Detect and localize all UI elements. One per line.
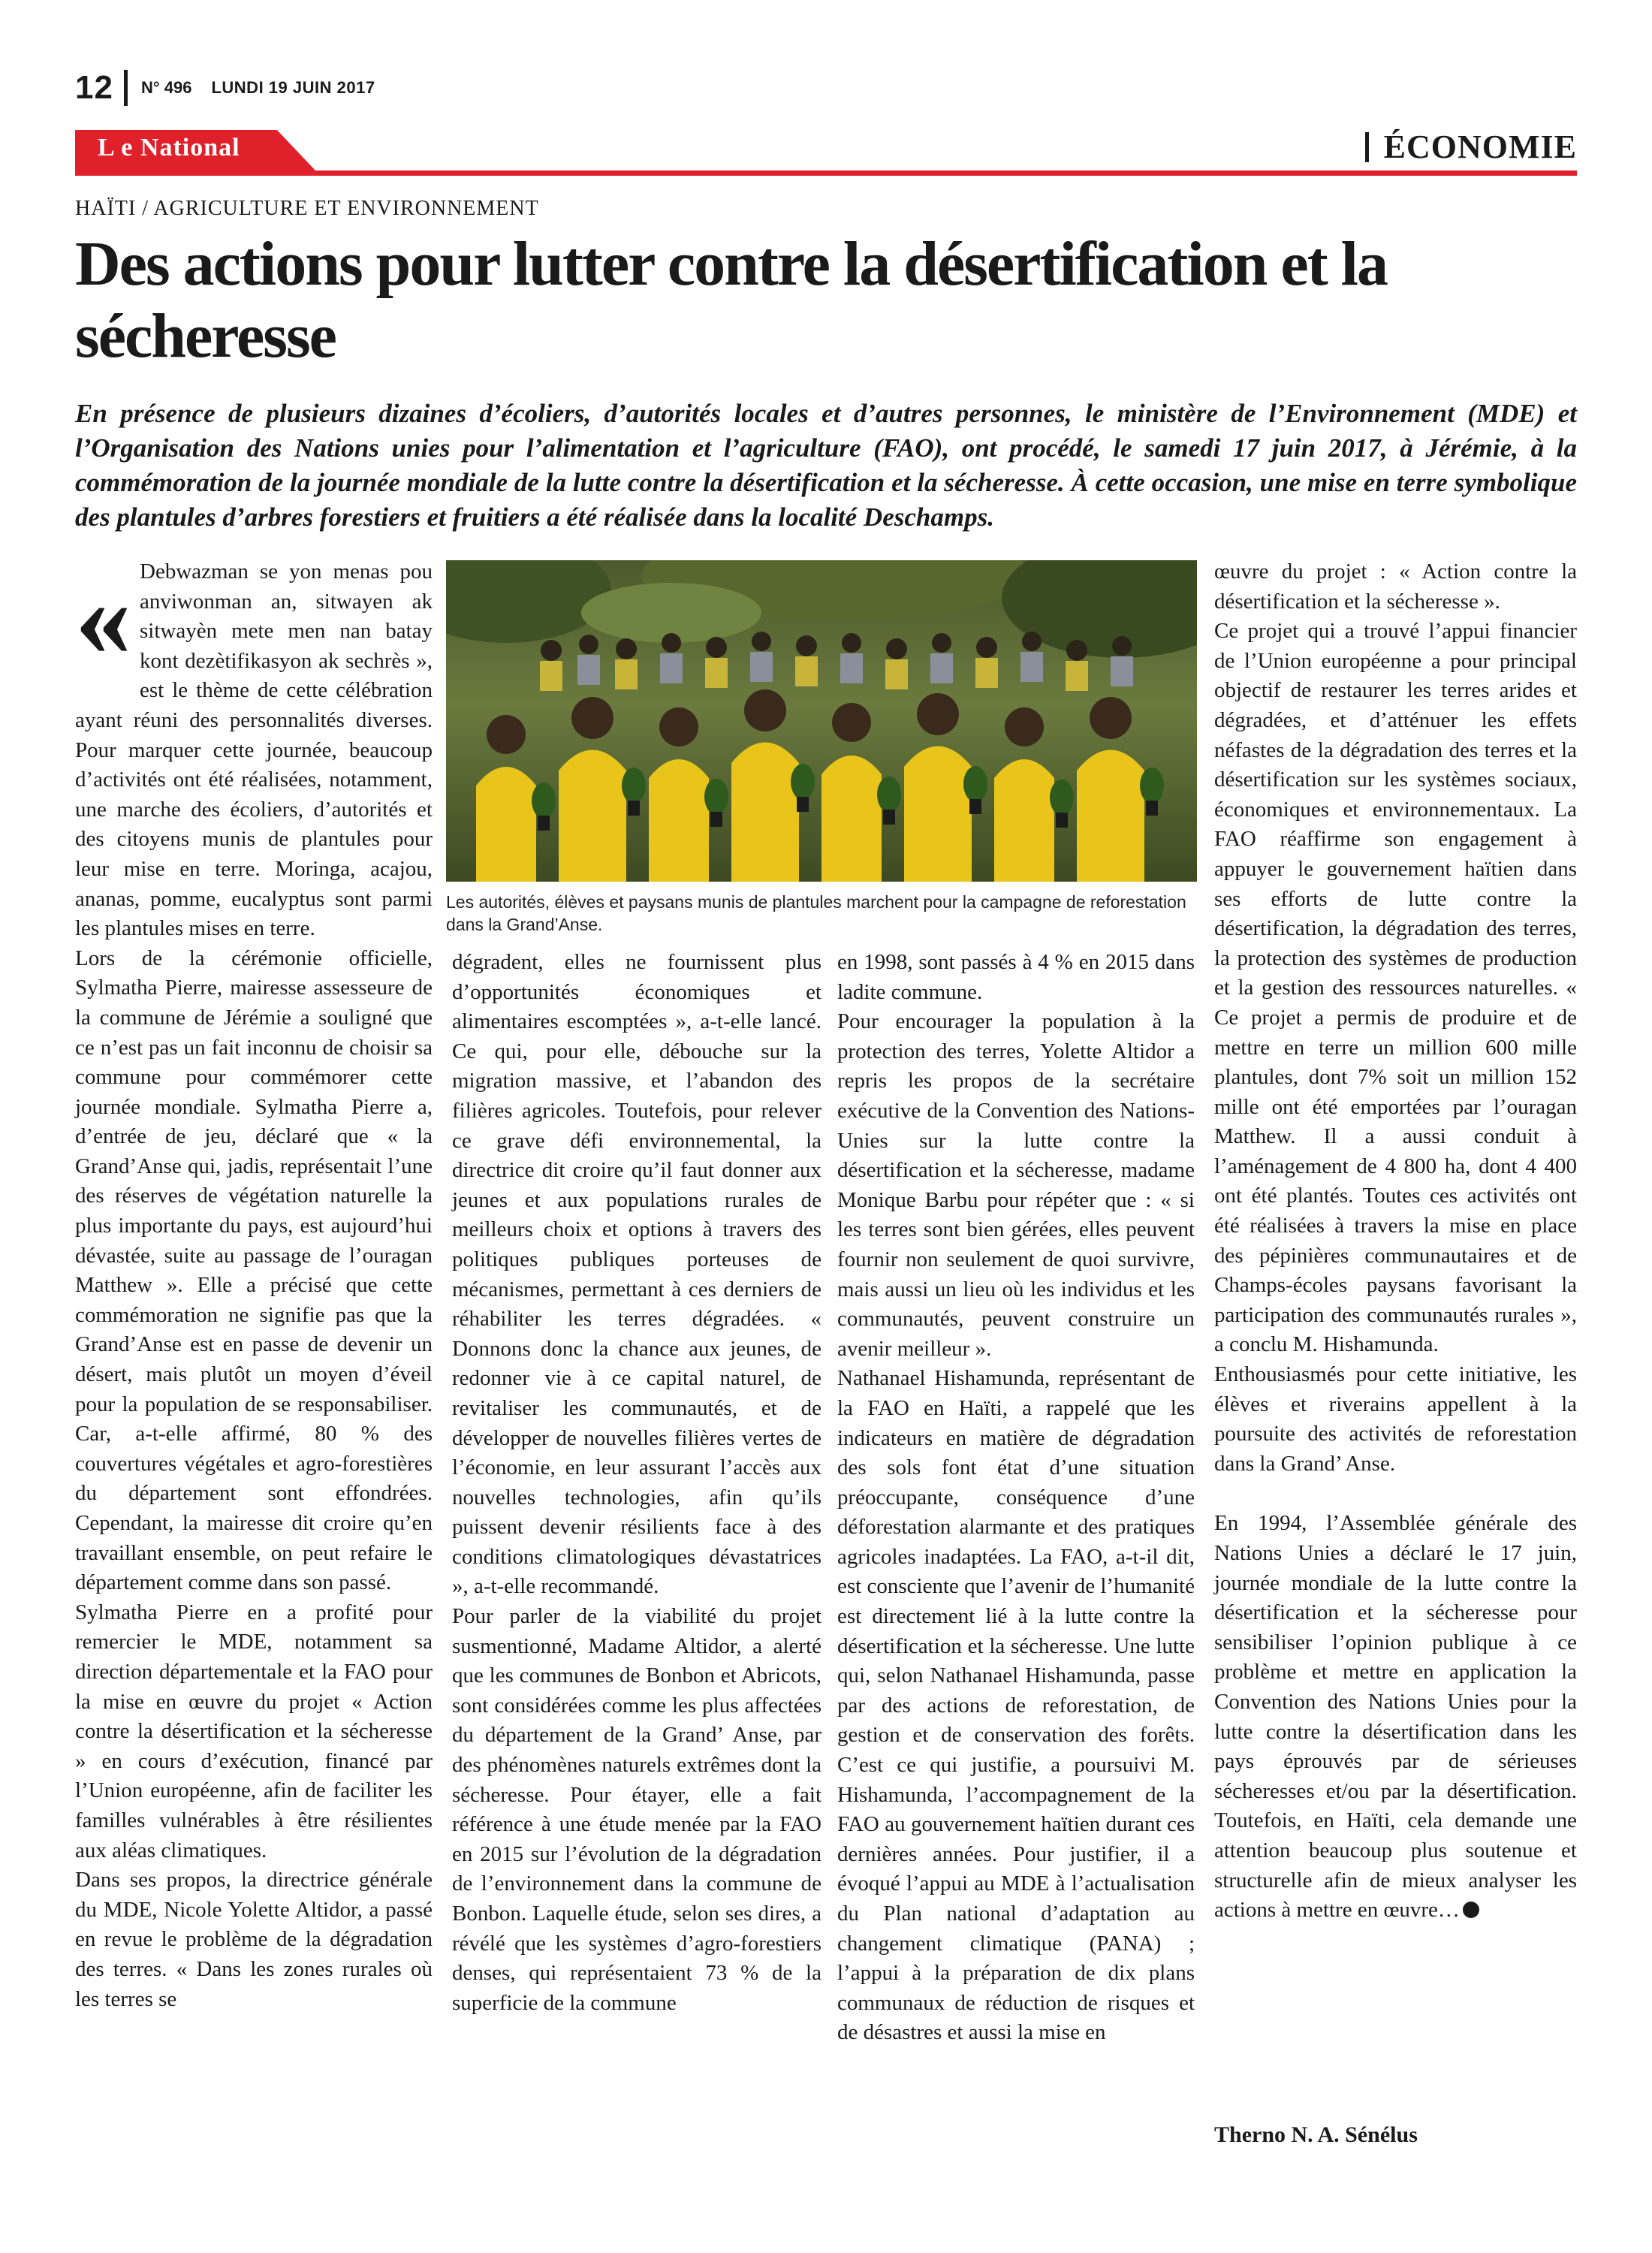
paragraph: œuvre du projet : « Action contre la désertification et la sécheresse ». — [1214, 559, 1577, 614]
newspaper-brand: L e National — [98, 134, 240, 161]
article-photo — [446, 560, 1197, 882]
article-kicker: HAÏTI / AGRICULTURE ET ENVIRONNEMENT — [75, 197, 539, 220]
opening-quote-mark: « — [75, 555, 131, 680]
article-column-1 — [75, 557, 433, 2014]
paragraph: dégradent, elles ne fournissent plus d’opportunités économiques et alimentaires escomptées », a-t-elle lancé. Ce qui, pour elle, débouche sur la migration massive, et l’abandon des filières agricoles. Toutefois, pour relever ce grave défi environnemental, la directrice dit croire qu’il faut donner aux jeunes et aux populations rurales de meilleurs choix et options à travers des politiques publiques porteuses de mécanismes, permettant à ces derniers de réhabiliter les terres dégradées. « Donnons donc la chance aux jeunes, de redonner vie à ce capital naturel, de revitaliser les communautés, et de développer de nouvelles filières vertes de l’économie, en leur assurant l’accès aux nouvelles technologies, afin qu’ils puissent devenir résilients face à des conditions climatologiques dévastatrices », a-t-elle recommandé. — [452, 950, 821, 1599]
page-number: 12 — [75, 69, 113, 106]
article-lede: En présence de plusieurs dizaines d’écoliers, d’autorités locales et d’autres personnes, le ministère de l’Environnement (MDE) et l’Organisation des Nations unies pour l’alimentation et l’agriculture (FAO), ont procédé, le samedi 17 juin 2017, à Jérémie, à la commémoration de la journée mondiale de la lutte contre la désertification et la sécheresse. À cette occasion, une mise en terre symbolique des plantules d’arbres forestiers et fruitiers a été réalisée dans la localité Deschamps. — [75, 399, 1577, 532]
article-column-3 — [837, 948, 1195, 2048]
paragraph: Nathanael Hishamunda, représentant de la FAO en Haïti, a rappelé que les indicateurs en matière de dégradation des sols font état d’une situation préoccupante, conséquence d’une déforestation alarmante et des pratiques agricoles inadaptées. La FAO, a-t-il dit, est consciente que l’avenir de l’humanité est directement lié à la lutte contre la désertification et la sécheresse. Une lutte qui, selon Nathanael Hishamunda, passe par des actions de reforestation, de gestion et de conservation des forêts. C’est ce qui justifie, a poursuivi M. Hishamunda, l’accompagnement de la FAO au gouvernement haïtien durant ces dernières années. Pour justifier, il a évoqué l’appui au MDE à l’actualisation du Plan national d’adaptation au changement climatique (PANA) ; l’appui à la préparation de dix plans communaux de réduction de risques et de désastres et aussi la mise en — [837, 1366, 1195, 2045]
closing-text: En 1994, l’Assemblée générale des Nations Unies a déclaré le 17 juin, journée mondiale de la lutte contre la désertification et la sécheresse pour sensibiliser l’opinion publique à ce problème et mettre en application la Convention des Nations Unies pour la lutte contre la désertification dans les pays éprouvés par de sérieuses sécheresses et/ou par la désertification. Toutefois, en Haïti, cela demande une attention beaucoup plus soutenue et structurelle afin de mieux analyser les actions à mettre en œuvre… — [1214, 1511, 1577, 1923]
crowd-photo-illustration — [446, 560, 1197, 882]
paragraph: Pour parler de la viabilité du projet susmentionné, Madame Altidor, a alerté que les communes de Bonbon et Abricots, sont considérées comme les plus affectées du département de la Grand’ Anse, par des phénomènes naturels extrêmes dont la sécheresse. Pour étayer, elle a fait référence à une étude menée par la FAO en 2015 sur l’évolution de la dégradation de l’environnement dans la commune de Bonbon. Laquelle étude, selon ses dires, a révélé que les systèmes d’agro-forestiers denses, qui représentaient 73 % de la superficie de la commune — [452, 1604, 821, 2015]
paragraph: en 1998, sont passés à 4 % en 2015 dans ladite commune. — [837, 950, 1195, 1004]
paragraph: Dans ses propos, la directrice générale du MDE, Nicole Yolette Altidor, a passé en revue le problème de la dégradation des terres. « Dans les zones rurales où les terres se — [75, 1868, 433, 2011]
photo-caption: Les autorités, élèves et paysans munis de plantules marchent pour la campagne de reforestation dans la Grand’Anse. — [446, 892, 1186, 934]
issue-number: N° 496 — [140, 78, 192, 97]
paragraph: Ce projet qui a trouvé l’appui financier de l’Union européenne a pour principal objectif de restaurer les terres arides et dégradées, et d’atténuer les effets néfastes de la dégradation des terres et la désertification sur les systèmes sociaux, économiques et environnementaux. La FAO réaffirme son engagement à appuyer le gouvernement haïtien dans ses efforts de lutte contre la désertification, la dégradation des terres, la protection des systèmes de production et la gestion des ressources naturelles. « Ce projet a permis de produire et de mettre en terre un million 600 mille plantules, dont 7% soit un million 152 mille ont été emportées par l’ouragan Matthew. Il a aussi conduit à l’aménagement de 4 800 ha, dont 4 400 ont été plantés. Toutes ces activités ont été réalisées à travers la mise en place des pépinières communautaires et de Champs-écoles paysans favorisant la participation des communautés rurales », a conclu M. Hishamunda. — [1214, 619, 1577, 1357]
header-rule — [75, 170, 1577, 176]
paragraph: Pour encourager la population à la protection des terres, Yolette Altidor a repris les propos de la secrétaire exécutive de la Convention des Nations-Unies sur la lutte contre la désertification et la sécheresse, madame Monique Barbu pour répéter que : « si les terres sont bien gérées, elles peuvent fournir non seulement de quoi survivre, mais aussi un lieu où les individus et les communautés, peuvent construire un avenir meilleur ». — [837, 1009, 1195, 1361]
article-title: Des actions pour lutter contre la désertification et la sécheresse — [75, 229, 1388, 371]
paragraph: Enthousiasmés pour cette initiative, les élèves et riverains appellent à la poursuite des activités de reforestation dans la Grand’ Anse. — [1214, 1362, 1577, 1476]
end-of-article-icon — [1463, 1902, 1479, 1918]
section-title: ÉCONOMIE — [1383, 128, 1577, 165]
folio-divider — [124, 70, 128, 106]
section-divider — [1365, 132, 1369, 162]
folio-line — [75, 69, 375, 107]
section-label — [1365, 128, 1577, 166]
paragraph: Lors de la cérémonie officielle, Sylmatha Pierre, mairesse assesseure de la commune de Jérémie a souligné que ce n’est pas un fait inconnu de choisir sa commune pour commémorer cette journée mondiale. Sylmatha Pierre a, d’entrée de jeu, déclaré que « la Grand’Anse qui, jadis, représentait l’une des réserves de végétation naturelle la plus importante du pays, est aujourd’hui dévastée, suite au passage de l’ouragan Matthew ». Elle a précisé que cette commémoration ne signifie pas que la Grand’Anse est en passe de devenir un désert, mais plutôt un moyen d’éveil pour la population de se responsabiliser. Car, a-t-elle affirmé, 80 % des couvertures végétales et agro-forestières du département sont effondrées. Cependant, la mairesse dit croire qu’en travaillant ensemble, on peut refaire le département comme dans son passé. — [75, 946, 433, 1595]
paragraph: Debwazman se yon menas pou anviwonman an, sitwayen ak sitwayèn mete men nan batay kont dezètifikasyon ak sechrès », est le thème de cette célébration ayant réuni des personnalités diverses. Pour marquer cette journée, beaucoup d’activités ont été réalisées, notamment, une marche des écoliers, d’autorités et des citoyens munis de plantules pour leur mise en terre. Moringa, acajou, ananas, pomme, eucalyptus sont parmi les plantules mises en terre. — [75, 559, 433, 941]
closing-paragraph — [1214, 1509, 1577, 1925]
issue-date: LUNDI 19 JUIN 2017 — [211, 78, 375, 97]
paragraph: Sylmatha Pierre en a profité pour remercier le MDE, notamment sa direction départementale et la FAO pour la mise en œuvre du projet « Action contre la désertification et la sécheresse » en cours d’exécution, financé par l’Union européenne, afin de faciliter les familles vulnérables à être résilientes aux aléas climatiques. — [75, 1600, 433, 1862]
author-byline: Therno N. A. Sénélus — [1214, 2122, 1418, 2147]
article-column-4 — [1214, 557, 1577, 1926]
article-column-2 — [452, 948, 821, 2018]
